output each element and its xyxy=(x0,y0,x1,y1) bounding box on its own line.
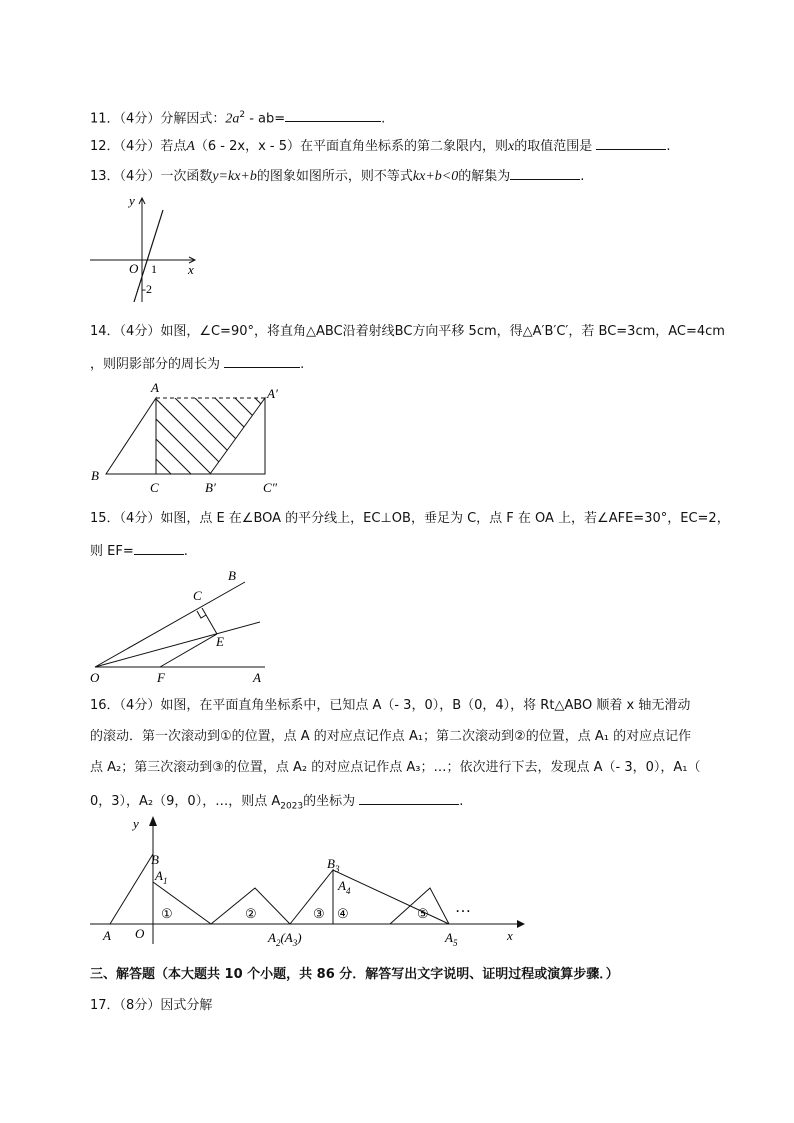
triangle-abc xyxy=(106,398,156,474)
question-16-line2: 的滚动．第一次滚动到①的位置，点 A 的对应点记作点 A₁；第二次滚动到②的位置，点 A₁ 的对应点记作 xyxy=(90,729,692,744)
q14-translation-figure xyxy=(85,378,295,498)
answer-blank[interactable] xyxy=(134,540,184,555)
answer-blank[interactable] xyxy=(359,790,459,805)
y-label: y xyxy=(129,193,135,208)
answer-blank[interactable] xyxy=(224,353,300,368)
x-label: x xyxy=(507,928,513,943)
label-c-prime: C″ xyxy=(263,480,278,495)
label-a: A xyxy=(253,670,261,685)
question-14-line2: ，则阴影部分的周长为 . xyxy=(90,353,304,374)
q15-angle-figure xyxy=(85,565,285,685)
origin-label: O xyxy=(135,926,145,941)
question-15-line2: 则 EF= . xyxy=(90,540,188,561)
question-12: 12．（4分）若点A（6 - 2x，x - 5）在平面直角坐标系的第二象限内，则x的取值范围是 . xyxy=(90,135,671,156)
label-c: C xyxy=(193,588,202,603)
section-3-heading: 三、解答题（本大题共 10 个小题，共 86 分．解答写出文字说明、证明过程或演算步骤．） xyxy=(90,967,619,982)
question-15: 15．（4分）如图，点 E 在∠BOA 的平分线上，EC⊥OB，垂足为 C，点 F 在 OA 上，若∠AFE=30°，EC=2， xyxy=(90,511,730,526)
label-a1: $A_1$ xyxy=(155,868,168,886)
label-a: A xyxy=(151,380,159,395)
question-17: 17．（8分）因式分解 xyxy=(90,998,213,1013)
q16-rolling-figure xyxy=(85,812,525,952)
y-label: y xyxy=(133,816,139,831)
triangle-4 xyxy=(333,870,449,924)
question-16: 16．（4分）如图，在平面直角坐标系中，已知点 A（- 3，0），B（0，4），将 Rt△ABO 顺着 x 轴无滑动 xyxy=(90,698,691,713)
shaded-region xyxy=(155,398,295,478)
triangle-a1b1c1 xyxy=(210,398,265,474)
segment-ec xyxy=(202,608,217,634)
answer-blank[interactable] xyxy=(596,135,666,150)
continuation-dots: … xyxy=(455,899,471,916)
answer-blank[interactable] xyxy=(510,165,580,180)
label-a: A xyxy=(103,928,111,943)
q13-graph-figure xyxy=(85,190,205,310)
circle-label-5: ⑤ xyxy=(417,906,429,921)
question-14: 14．（4分）如图，∠C=90°，将直角△ABC沿着射线BC方向平移 5cm，得△A′B′C′，若 BC=3cm，AC=4cm xyxy=(90,324,725,339)
circle-label-3: ③ xyxy=(313,906,325,921)
triangle-3 xyxy=(290,870,333,924)
question-16-line3: 点 A₂；第三次滚动到③的位置，点 A₂ 的对应点记作点 A₃；…；依次进行下去，发现点 A（- 3，0），A₁（ xyxy=(90,760,701,775)
triangle-abo xyxy=(110,854,153,924)
label-a4: $A_4$ xyxy=(338,878,351,896)
label-b: B xyxy=(228,568,236,583)
question-11: 11．（4分）分解因式：$2a^2 - ab=$ . xyxy=(90,106,385,128)
y-axis-arrow xyxy=(149,816,157,826)
label-b3: $B_3$ xyxy=(327,856,340,874)
circle-label-4: ④ xyxy=(337,906,349,921)
tick-neg2-label: -2 xyxy=(142,282,152,296)
label-a5: $A_5$ xyxy=(445,930,458,948)
question-13: 13．（4分）一次函数y=kx+b的图象如图所示，则不等式kx+b<0的解集为 . xyxy=(90,165,584,186)
label-o: O xyxy=(90,670,100,685)
label-a2-a3: $A_2(A_3)$ xyxy=(268,930,302,948)
label-b: B xyxy=(151,852,159,867)
circle-label-1: ① xyxy=(161,906,173,921)
question-16-line4: 0，3），A₂（9，0），…，则点 $A_{2023}$的坐标为 . xyxy=(90,790,463,816)
label-b-prime: B′ xyxy=(205,480,216,495)
segment-fe xyxy=(160,634,217,667)
answer-blank[interactable] xyxy=(285,107,381,122)
circle-label-2: ② xyxy=(245,906,257,921)
ray-ob xyxy=(95,582,245,667)
x-axis-arrow xyxy=(517,920,525,928)
ray-bisector xyxy=(95,622,260,667)
label-e: E xyxy=(216,634,224,649)
label-b: B xyxy=(91,468,99,483)
tick-1-label: 1 xyxy=(151,262,157,276)
x-label: x xyxy=(188,262,194,277)
label-c: C xyxy=(150,480,159,495)
label-a-prime: A′ xyxy=(267,386,278,401)
label-f: F xyxy=(157,670,165,685)
origin-label: O xyxy=(129,261,139,276)
